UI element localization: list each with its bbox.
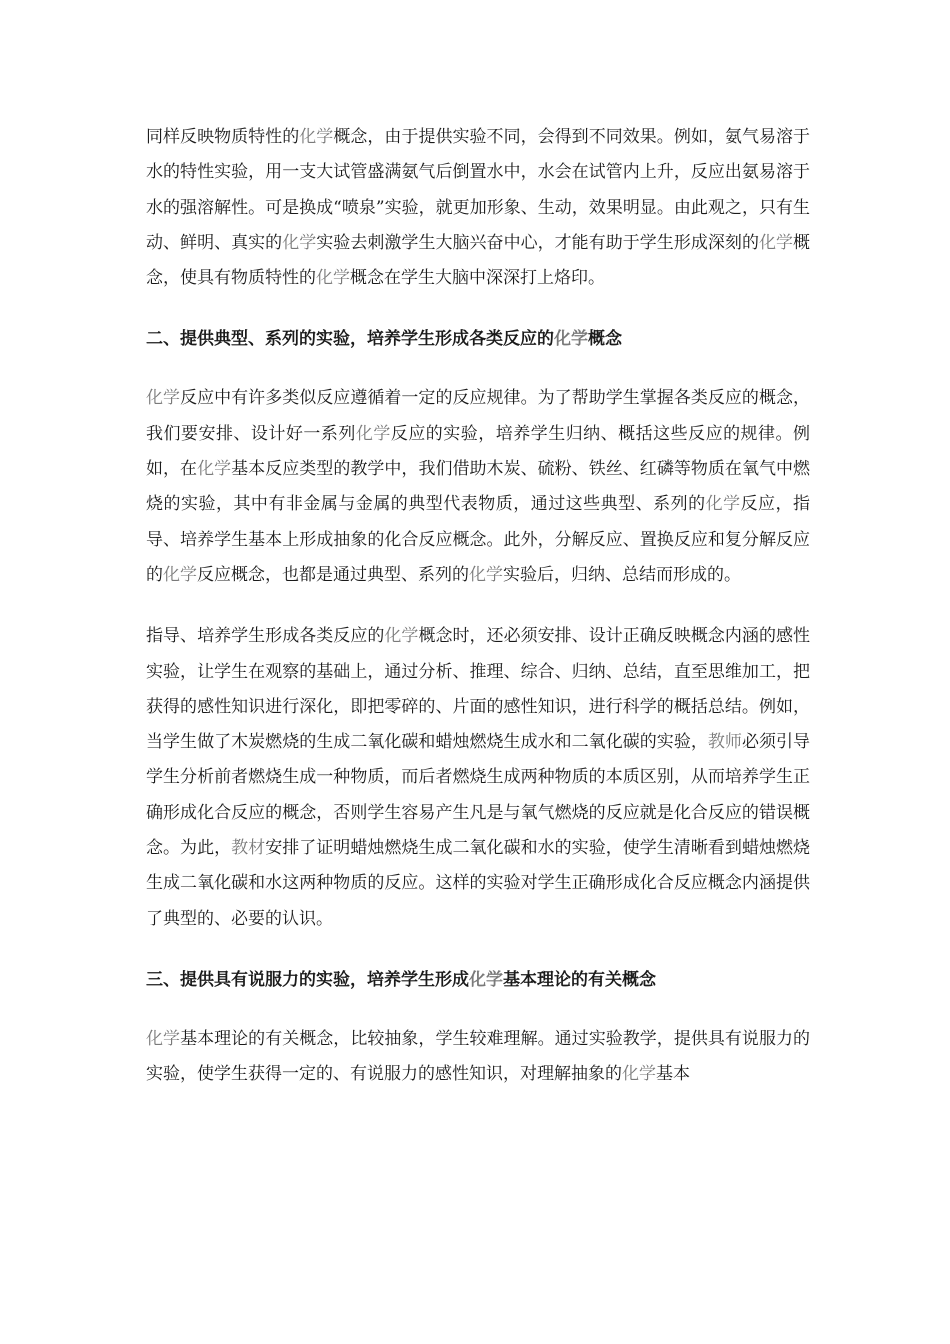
text-span: 同样反映物质特性的: [146, 127, 300, 147]
text-span: 必须引导学生分析前者燃烧生成一种物质，而后者燃烧生成两种物质的本质区别，从而培养学生正确形成化合反应的概念，否则学生容易产生凡是与氧气燃烧的反应就是化合反应的错误概念。为此，: [146, 732, 811, 859]
keyword-link[interactable]: 化学: [758, 232, 794, 253]
paragraph-perceptual-experiment: [146, 619, 810, 937]
text-span: 反应，指导、培养学生基本上形成抽象的化合反应概念。此外，分解反应、置换反应和复分解反应的: [146, 494, 811, 585]
text-span: 二、提供典型、系列的实验，培养学生形成各类反应的: [146, 329, 554, 350]
text-span: 基本理论的有关概念: [503, 969, 656, 990]
keyword-link[interactable]: 化学: [622, 1064, 656, 1085]
text-span: 基本理论的有关概念，比较抽象，学生较难理解。通过实验教学，提供具有说服力的实验，使学生获得一定的、有说服力的感性知识，对理解抽象的: [146, 1028, 811, 1085]
keyword-link[interactable]: 教师: [707, 732, 742, 753]
text-span: 概念，由于提供实验不同，会得到不同效果。例如，氨气易溶于水的特性实验，用一支大试管盛满氨气后倒置水中，水会在试管内上升，反应出氨易溶于水的强溶解性。可是换成“喷泉”实验，就更加形象、生动，效果明显。由此观之，只有生动、鲜明、真实的: [146, 127, 811, 253]
section-heading-3: [146, 963, 810, 998]
text-span: 反应的实验，培养学生归纳、概括这些反应的规律。例如，在: [146, 423, 811, 480]
keyword-link[interactable]: 化学: [197, 459, 232, 480]
keyword-link[interactable]: 化学: [316, 268, 350, 289]
text-span: 指导、培养学生形成各类反应的: [146, 626, 385, 647]
text-span: 反应中有许多类似反应遵循着一定的反应规律。为了帮助学生掌握各类反应的概念，我们要安排、设计好一系列: [146, 388, 811, 444]
keyword-link[interactable]: 教材: [231, 838, 266, 859]
paragraph-ammonia-experiment: [146, 120, 810, 296]
text-span: 基本: [656, 1064, 690, 1085]
keyword-link[interactable]: 化学: [355, 423, 391, 444]
keyword-link[interactable]: 化学: [469, 969, 503, 990]
text-span: 基本反应类型的教学中，我们借助木炭、硫粉、铁丝、红磷等物质在氧气中燃烧的实验，其中有非金属与金属的典型代表物质，通过这些典型、系列的: [146, 459, 811, 515]
keyword-link[interactable]: 化学: [384, 626, 419, 647]
text-span: 安排了证明蜡烛燃烧生成二氧化碳和水的实验，使学生清晰看到蜡烛燃烧生成二氧化碳和水这两种物质的反应。这样的实验对学生正确形成化合反应概念内涵提供了典型的、必要的认识。: [146, 838, 811, 929]
text-span: 概念，使具有物质特性的: [146, 232, 811, 289]
section-heading-2: [146, 322, 810, 357]
paragraph-reaction-series: [146, 381, 810, 593]
keyword-link[interactable]: 化学: [299, 127, 334, 147]
text-span: 反应概念，也都是通过典型、系列的: [197, 564, 469, 585]
text-span: 三、提供具有说服力的实验，培养学生形成: [146, 969, 469, 990]
keyword-link[interactable]: 化学: [554, 329, 588, 350]
text-span: 实验后，归纳、总结而形成的。: [503, 564, 741, 585]
text-span: 实验去刺激学生大脑兴奋中心，才能有助于学生形成深刻的: [316, 232, 759, 253]
text-span: 概念在学生大脑中深深打上烙印。: [350, 268, 605, 289]
keyword-link[interactable]: 化学: [146, 388, 181, 409]
keyword-link[interactable]: 化学: [469, 564, 503, 585]
paragraph-basic-theory: [146, 1022, 810, 1093]
keyword-link[interactable]: 化学: [282, 232, 317, 253]
text-span: 概念时，还必须安排、设计正确反映概念内涵的感性实验，让学生在观察的基础上，通过分析、推理、综合、归纳、总结，直至思维加工，把获得的感性知识进行深化，即把零碎的、片面的感性知识，进行科学的概括总结。例如，当学生做了木炭燃烧的生成二氧化碳和蜡烛燃烧生成水和二氧化碳的实验，: [146, 626, 811, 753]
keyword-link[interactable]: 化学: [705, 494, 741, 515]
keyword-link[interactable]: 化学: [146, 1028, 181, 1049]
text-span: 概念: [588, 329, 622, 350]
keyword-link[interactable]: 化学: [163, 564, 197, 585]
